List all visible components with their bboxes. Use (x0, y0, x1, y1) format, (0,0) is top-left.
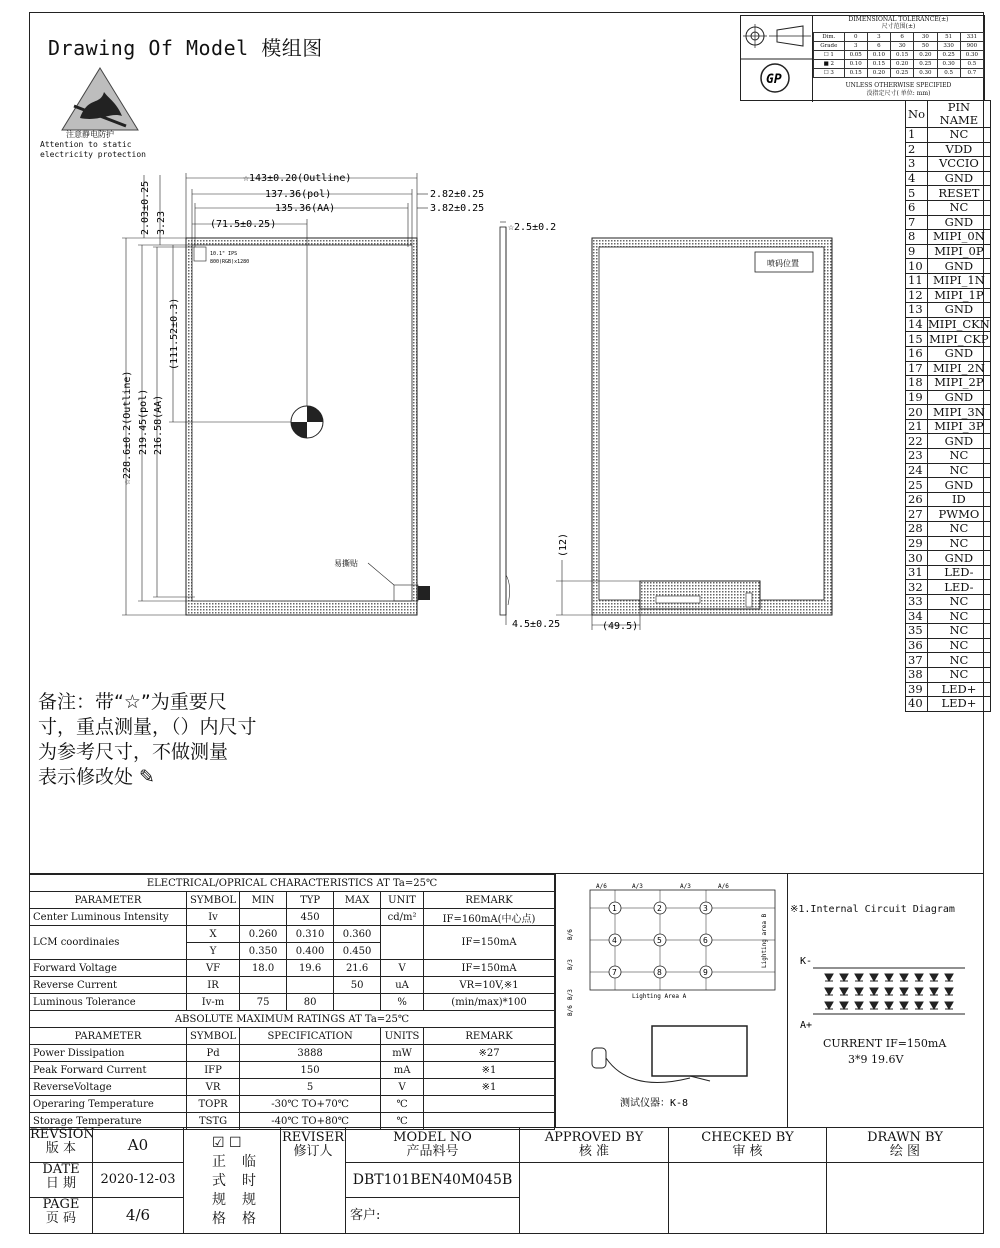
pin-name: GND (928, 171, 991, 186)
pin-number: 37 (906, 653, 928, 668)
measure-point-label: 5 (657, 936, 662, 945)
pin-row (906, 346, 991, 361)
electrical-title: ELECTRICAL/OPRICAL CHARACTERISTICS AT Ta=25℃ (30, 875, 555, 892)
pin-number: 10 (906, 259, 928, 274)
pin-number: 38 (906, 667, 928, 682)
pin-name: LED+ (928, 682, 991, 697)
esd-caption (40, 130, 150, 160)
pin-number: 14 (906, 317, 928, 332)
reviser-label: REVISER 修订人 (280, 1127, 346, 1234)
dim-pol-width: 137.36(pol) (265, 189, 332, 200)
pin-number: 8 (906, 230, 928, 245)
pin-row (906, 405, 991, 420)
dim-outline-height: ☆228.6±0.2(Outline) (122, 370, 133, 485)
dim-thickness: ☆2.5±0.2 (508, 222, 557, 233)
pin-name: NC (928, 463, 991, 478)
pin-number: 36 (906, 638, 928, 653)
pin-number: 33 (906, 595, 928, 610)
panel-label-resolution: 800(RGB)x1280 (210, 259, 250, 265)
pin-number: 7 (906, 215, 928, 230)
svg-text:B/3: B/3 (567, 959, 574, 970)
pin-row (906, 376, 991, 391)
measure-point-label: 6 (703, 936, 708, 945)
measure-point-label: 3 (703, 904, 708, 913)
circuit-config: 3*9 19.6V (848, 1053, 904, 1066)
pin-row (906, 697, 991, 712)
pin-number: 40 (906, 697, 928, 712)
led-diode-icon (870, 988, 878, 995)
pin-row (906, 463, 991, 478)
pin-name: NC (928, 200, 991, 215)
pin-name: MIPI_1N (928, 273, 991, 288)
led-diode-icon (930, 974, 938, 981)
pin-row (906, 565, 991, 580)
dim-pol-height: 219.45(pol) (138, 388, 149, 455)
led-diode-icon (915, 974, 923, 981)
led-diode-icon (930, 988, 938, 995)
pin-row (906, 317, 991, 332)
pin-row (906, 536, 991, 551)
checked-sign (668, 1162, 827, 1234)
gp-logo: GP (766, 72, 782, 87)
note-line: 寸，重点测量，（）内尺寸 (38, 716, 257, 738)
lighting-area-b: Lighting area B (761, 913, 768, 968)
pin-row (906, 682, 991, 697)
pin-name: MIPI_0N (928, 230, 991, 245)
pin-number: 21 (906, 419, 928, 434)
barcode-position-label: 喷码位置 (767, 259, 799, 268)
dim-fpc-height: (12) (558, 532, 569, 557)
pin-name: GND (928, 259, 991, 274)
pin-row (906, 624, 991, 639)
led-diode-icon (855, 974, 863, 981)
spec-type-checkbox[interactable]: ☑ ☐ (212, 1135, 242, 1151)
led-diode-icon (855, 1002, 863, 1009)
pin-row (906, 609, 991, 624)
measure-point-label: 1 (612, 904, 617, 913)
esd-caption-cn: 注意静电防护 (66, 130, 114, 139)
dim-top-2: 3.23 (156, 210, 167, 235)
measure-point-label: 2 (657, 904, 662, 913)
approved-label: APPROVED BY 核 准 (519, 1127, 669, 1163)
pin-number: 29 (906, 536, 928, 551)
pin-name: MIPI_3N (928, 405, 991, 420)
spec-type: ☑ ☐ 正 式 规 格 临 时 规 格 (183, 1127, 281, 1234)
instrument-label: 测试仪器：K-8 (620, 1098, 689, 1109)
pin-row (906, 230, 991, 245)
pin-number: 13 (906, 303, 928, 318)
led-diode-icon (915, 1002, 923, 1009)
note-line: 备注：带“☆”为重要尺 (38, 691, 227, 713)
pin-number: 34 (906, 609, 928, 624)
led-diode-icon (900, 974, 908, 981)
pin-number: 18 (906, 376, 928, 391)
pin-number: 9 (906, 244, 928, 259)
page-label: PAGE 页 码 (29, 1197, 93, 1234)
dim-fpc-width: (49.5) (602, 621, 639, 632)
pin-name: NC (928, 595, 991, 610)
pin-row (906, 419, 991, 434)
note-line: 为参考尺寸，不做测量 (38, 741, 229, 763)
pin-number: 30 (906, 551, 928, 566)
pin-name: ID (928, 492, 991, 507)
pin-number: 31 (906, 565, 928, 580)
pin-name: MIPI_2P (928, 376, 991, 391)
pin-row (906, 595, 991, 610)
pin-name: NC (928, 667, 991, 682)
pin-row (906, 361, 991, 376)
led-diode-icon (900, 1002, 908, 1009)
led-diode-icon (825, 988, 833, 995)
pin-table (905, 100, 991, 712)
led-diode-icon (945, 988, 953, 995)
pin-row (906, 478, 991, 493)
pin-name: MIPI_2N (928, 361, 991, 376)
svg-text:B/6: B/6 (567, 1005, 574, 1016)
pin-row (906, 551, 991, 566)
electrical-table: ELECTRICAL/OPRICAL CHARACTERISTICS AT Ta=25℃ PARAMETER SYMBOL MIN TYP MAX UNIT REMARK Center Luminous Intensity Iv 450 cd/m² IF=160mA(中心点) LCM coordinaies X 0.260 0.310 0.360 IF=150mA Y 0.350 0.400 0.450 Forward Voltage VF 18.0 19.6 21.6 V IF=150mA Reverse Current IR 50 uA VR=10V,※1 Luminous Tolerance Iv-m 75 80 % (min/max)*100 ABSOLUTE MAXIMUM RATINGS AT Ta=25℃ PARAMETER SYMBOL SPECIFICATION UNITS REMARK Power Dissipation Pd 3888 mW ※27 Peak Forward Current IFP 150 mA ※1 ReverseVoltage VR 5 V ※1 Operaring Temperature TOPR -30℃ TO+70℃ ℃ Storage Temperature TSTG -40℃ TO+80℃ ℃ (29, 874, 555, 1130)
dim-center-x: (71.5±0.25) (210, 219, 277, 230)
svg-text:A/6: A/6 (596, 883, 607, 890)
date-label: DATE 日 期 (29, 1162, 93, 1198)
pin-row (906, 449, 991, 464)
pin-number: 11 (906, 273, 928, 288)
pin-number: 20 (906, 405, 928, 420)
pin-number: 27 (906, 507, 928, 522)
pin-number: 26 (906, 492, 928, 507)
pin-row (906, 580, 991, 595)
pin-name: GND (928, 215, 991, 230)
pin-row (906, 200, 991, 215)
led-diode-icon (945, 1002, 953, 1009)
pin-number: 17 (906, 361, 928, 376)
circuit-title: ※1.Internal Circuit Diagram (790, 904, 955, 915)
panel-label-size: 10.1" IPS (210, 251, 238, 257)
date-value: 2020-12-03 (92, 1162, 184, 1198)
led-diode-icon (915, 988, 923, 995)
pin-row (906, 186, 991, 201)
dim-fpc-offset: 4.5±0.25 (512, 619, 561, 630)
pin-name: VDD (928, 142, 991, 157)
pin-number: 28 (906, 522, 928, 537)
pin-number: 35 (906, 624, 928, 639)
pin-name: MIPI_CKN (928, 317, 990, 332)
pin-number: 6 (906, 200, 928, 215)
svg-text:B/3: B/3 (567, 989, 574, 1000)
measure-point-label: 4 (612, 936, 617, 945)
pin-name: GND (928, 390, 991, 405)
led-diode-icon (900, 988, 908, 995)
pin-row (906, 434, 991, 449)
tolerance-table: Dim. 0 3 6 30 51 331 Grade 3 6 30 50 330 900 ☐ 1 0.05 0.10 0.15 0.20 0.25 0.30 ■ 2 0.10 0.15 0.20 0.25 0.30 0.5 ☐ 3 0.15 0.20 0.25 0.30 0.5 0.7 (813, 32, 984, 78)
pin-row (906, 157, 991, 172)
pin-number: 25 (906, 478, 928, 493)
esd-caption-en2: electricity protection (40, 150, 146, 159)
pin-number: 15 (906, 332, 928, 347)
pin-name: MIPI_1P (928, 288, 991, 303)
pin-name: GND (928, 303, 991, 318)
pin-row (906, 244, 991, 259)
led-circuit-diagram (795, 950, 975, 1035)
mechanical-drawing (110, 165, 840, 635)
model-label: MODEL NO 产品料号 (345, 1127, 520, 1163)
pin-number: 2 (906, 142, 928, 157)
pin-row (906, 215, 991, 230)
model-number: DBT101BEN40M045B (345, 1162, 520, 1198)
revision-value: A0 (92, 1127, 184, 1163)
led-diode-icon (885, 1002, 893, 1009)
page-value: 4/6 (92, 1197, 184, 1234)
pull-tab-label: 易撕贴 (334, 559, 358, 568)
pin-name: NC (928, 624, 991, 639)
measure-point-label: 7 (612, 968, 617, 977)
tolerance-title: DIMENSIONAL TOLERANCE(±) (848, 16, 949, 23)
pin-row (906, 259, 991, 274)
pin-name: RESET (928, 186, 991, 201)
drawn-label: DRAWN BY 绘 图 (826, 1127, 984, 1163)
abs-ratings-title: ABSOLUTE MAXIMUM RATINGS AT Ta=25℃ (30, 1011, 555, 1028)
pin-name: GND (928, 346, 991, 361)
pin-name: NC (928, 536, 991, 551)
pin-number: 5 (906, 186, 928, 201)
pin-name: LED+ (928, 697, 991, 712)
pin-number: 24 (906, 463, 928, 478)
pin-number: 39 (906, 682, 928, 697)
center-mark-icon (291, 406, 323, 438)
checked-label: CHECKED BY 审 核 (668, 1127, 827, 1163)
pin-number: 1 (906, 128, 928, 143)
pin-name: NC (928, 449, 991, 464)
pin-row (906, 171, 991, 186)
page-title: Drawing Of Model 模组图 (48, 36, 323, 60)
pin-name: NC (928, 522, 991, 537)
pin-row (906, 522, 991, 537)
approved-sign (519, 1162, 669, 1234)
measure-point-label: 9 (703, 968, 708, 977)
pin-name: LED- (928, 580, 991, 595)
led-diode-icon (825, 974, 833, 981)
pin-name: PWMO (928, 507, 991, 522)
pin-row (906, 332, 991, 347)
monitor-icon (652, 1026, 747, 1076)
led-diode-icon (885, 988, 893, 995)
pin-row (906, 667, 991, 682)
k8-probe-icon (592, 1048, 606, 1068)
dim-right-1: 2.82±0.25 (430, 189, 485, 200)
pin-row (906, 638, 991, 653)
pin-name: LED- (928, 565, 991, 580)
pin-name: NC (928, 128, 991, 143)
dim-outline-width: ☆143±0.20(Outline) (243, 173, 352, 184)
led-diode-icon (930, 1002, 938, 1009)
pin-number: 12 (906, 288, 928, 303)
esd-warning-icon (60, 66, 140, 132)
pin-name: NC (928, 609, 991, 624)
svg-text:A/3: A/3 (680, 883, 691, 890)
pin-row (906, 142, 991, 157)
dim-center-y: (111.52±0.3) (169, 297, 180, 370)
pin-row (906, 128, 991, 143)
pin-number: 19 (906, 390, 928, 405)
tolerance-footer: UNLESS OTHERWISE SPECIFIED (845, 82, 952, 89)
led-diode-icon (855, 988, 863, 995)
drawn-sign (826, 1162, 984, 1234)
svg-text:A/3: A/3 (632, 883, 643, 890)
pin-name: MIPI_0P (928, 244, 991, 259)
esd-caption-en1: Attention to static (40, 140, 132, 149)
pin-name: NC (928, 638, 991, 653)
notes (38, 690, 257, 790)
pin-name: GND (928, 551, 991, 566)
circuit-current: CURRENT IF=150mA (823, 1037, 947, 1050)
pin-row (906, 288, 991, 303)
pin-name: MIPI_3P (928, 419, 991, 434)
cathode-label: K- (800, 956, 813, 967)
dim-aa-height: 216.58(AA) (153, 394, 164, 455)
pin-name: NC (928, 653, 991, 668)
dim-right-2: 3.82±0.25 (430, 203, 485, 214)
svg-text:A/6: A/6 (718, 883, 729, 890)
projection-symbol (741, 16, 813, 102)
pin-row (906, 390, 991, 405)
pin-table-header: No PIN NAME (906, 101, 991, 128)
tolerance-unit: 没指定尺寸( 单位: mm) (866, 90, 931, 97)
pin-name: GND (928, 434, 991, 449)
pin-name: MIPI_CKP (929, 331, 989, 346)
pin-row (906, 492, 991, 507)
pin-number: 22 (906, 434, 928, 449)
tolerance-block (740, 15, 985, 101)
led-diode-icon (840, 974, 848, 981)
led-diode-icon (885, 974, 893, 981)
pin-number: 3 (906, 157, 928, 172)
led-diode-icon (945, 974, 953, 981)
led-diode-icon (840, 988, 848, 995)
pin-number: 16 (906, 346, 928, 361)
title-block (29, 1127, 984, 1234)
svg-text:B/6: B/6 (567, 929, 574, 940)
note-line: 表示修改处 ✎ (38, 766, 155, 788)
dim-aa-width: 135.36(AA) (275, 203, 336, 214)
led-diode-icon (870, 1002, 878, 1009)
anode-label: A+ (800, 1020, 813, 1031)
measurement-diagram (560, 878, 785, 1123)
revision-label: REVSION 版 本 (29, 1127, 93, 1163)
led-diode-icon (825, 1002, 833, 1009)
pin-row (906, 303, 991, 318)
pin-name: GND (928, 478, 991, 493)
lighting-area-a: Lighting Area A (632, 993, 687, 1000)
measure-point-label: 8 (657, 968, 662, 977)
pin-row (906, 653, 991, 668)
customer-label: 客户: (345, 1197, 520, 1234)
led-diode-icon (870, 974, 878, 981)
dim-top-1: 2.03±0.25 (140, 180, 151, 235)
tolerance-subtitle: 尺寸范围(±) (881, 23, 916, 30)
pin-row (906, 507, 991, 522)
pin-number: 4 (906, 171, 928, 186)
pin-row (906, 273, 991, 288)
pin-number: 23 (906, 449, 928, 464)
pin-name: VCCIO (928, 157, 991, 172)
pin-number: 32 (906, 580, 928, 595)
led-diode-icon (840, 1002, 848, 1009)
